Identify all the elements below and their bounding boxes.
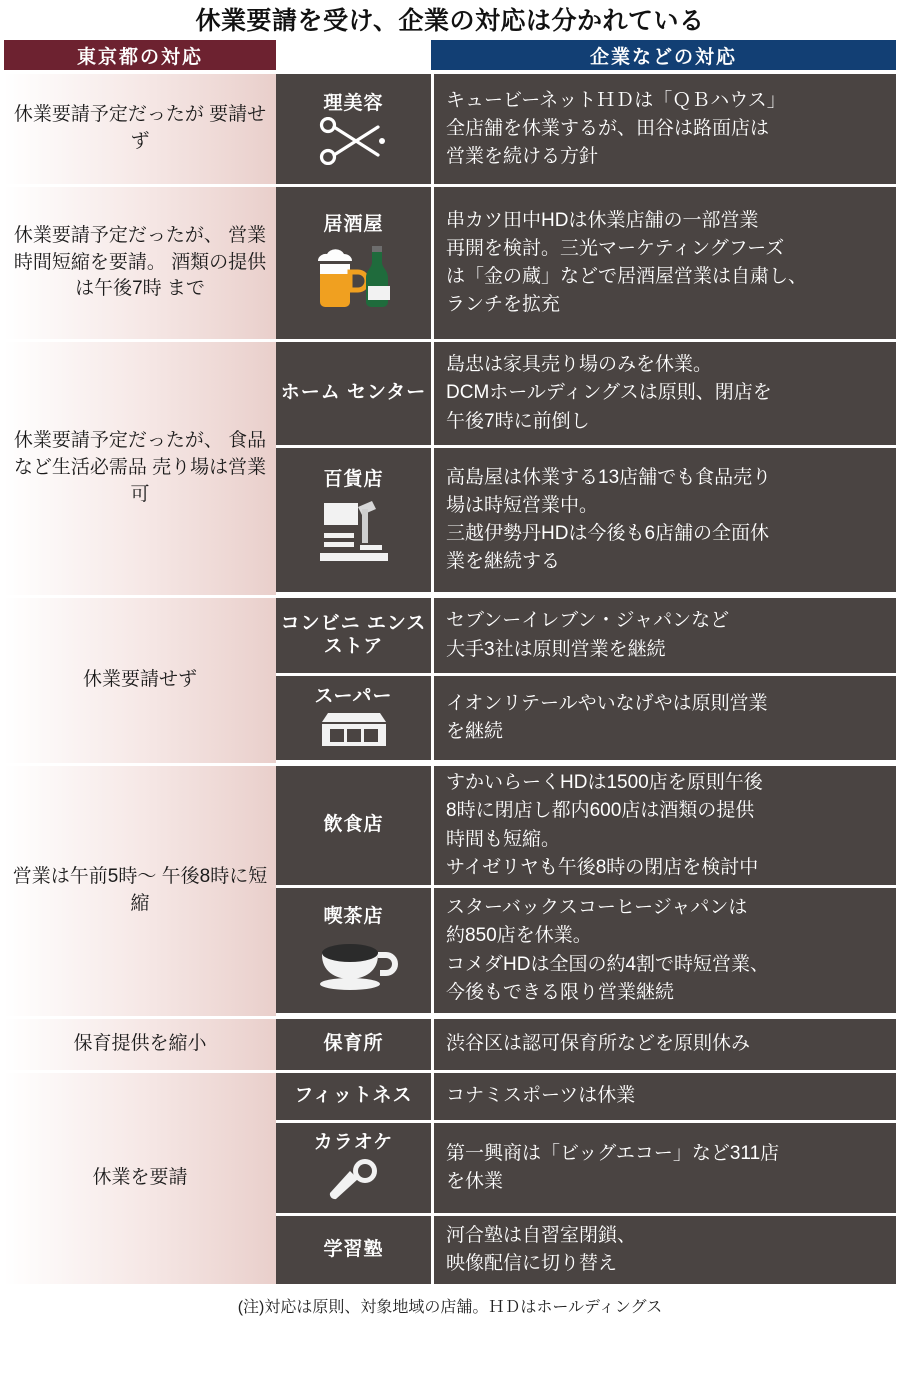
desc-line: キュービーネットＨＤは「ＱＢハウス」 bbox=[446, 89, 786, 111]
tokyo-response-line: 酒類の提供は午後7時 bbox=[75, 251, 267, 300]
tokyo-response-cell bbox=[4, 766, 276, 1016]
company-response-cell bbox=[431, 1123, 896, 1213]
company-response-cell bbox=[431, 598, 896, 673]
company-response-cell bbox=[431, 448, 896, 592]
desc-line: すかいらーくHDは1500店を原則午後 bbox=[446, 772, 763, 794]
desc-line: 串カツ田中HDは休業店舗の一部営業 bbox=[446, 209, 759, 231]
category-label: フィットネス bbox=[294, 1085, 413, 1107]
header-company-response: 企業などの対応 bbox=[431, 40, 896, 70]
tokyo-response-cell bbox=[4, 187, 276, 339]
category-cell bbox=[276, 187, 431, 339]
table-row bbox=[4, 598, 896, 766]
desc-line: 渋谷区は認可保育所などを原則休み bbox=[446, 1033, 751, 1055]
row-items bbox=[276, 598, 896, 763]
category-cell bbox=[276, 1019, 431, 1070]
tokyo-response-line: 要請せず bbox=[130, 104, 267, 152]
header-spacer bbox=[276, 40, 431, 70]
tokyo-response-line: 営業時間短縮を要請。 bbox=[13, 224, 267, 273]
store-icon bbox=[306, 710, 402, 750]
desc-line: 高島屋は休業する13店舗でも食品売り bbox=[446, 466, 772, 488]
desc-line: コメダHDは全国の約4割で時短営業、 bbox=[446, 953, 770, 975]
category-cell bbox=[276, 598, 431, 673]
category-cell bbox=[276, 342, 431, 445]
category-label: 居酒屋 bbox=[323, 213, 384, 235]
company-response-cell bbox=[431, 1019, 896, 1070]
row-items bbox=[276, 1019, 896, 1070]
tokyo-response-line: 休業要請せず bbox=[82, 669, 197, 691]
category-label: カラオケ bbox=[313, 1131, 394, 1153]
desc-line: スターバックスコーヒージャパンは bbox=[446, 897, 748, 919]
desc-line: 再開を検討。三光マーケティングフーズ bbox=[446, 237, 785, 259]
list-item bbox=[276, 1123, 896, 1216]
category-cell bbox=[276, 766, 431, 885]
row-items bbox=[276, 766, 896, 1016]
table-row bbox=[4, 342, 896, 598]
company-response-cell bbox=[431, 766, 896, 885]
tokyo-response-cell bbox=[4, 1019, 276, 1070]
desc-line: 映像配信に切り替え bbox=[446, 1253, 618, 1274]
header-tokyo-response: 東京都の対応 bbox=[4, 40, 276, 70]
table-row bbox=[4, 1019, 896, 1073]
category-label: 飲食店 bbox=[323, 814, 384, 836]
tokyo-response-line: 休業要請予定だったが、 bbox=[13, 224, 223, 246]
list-item bbox=[276, 888, 896, 1013]
footnote: (注)対応は原則、対象地域の店舗。ＨＤはホールディングス bbox=[237, 1299, 663, 1316]
table-header bbox=[0, 40, 900, 70]
list-item bbox=[276, 1216, 896, 1284]
scissors-icon bbox=[316, 117, 392, 165]
desc-line: 三越伊勢丹HDは今後も6店舗の全面休 bbox=[446, 523, 770, 544]
category-cell bbox=[276, 1216, 431, 1284]
category-label: 学習塾 bbox=[323, 1238, 384, 1260]
list-item bbox=[276, 342, 896, 448]
list-item bbox=[276, 598, 896, 676]
desc-line: 約850店を休業。 bbox=[446, 925, 592, 947]
desc-line: 今後もできる限り営業継続 bbox=[446, 981, 675, 1003]
table-row bbox=[4, 74, 896, 187]
category-cell bbox=[276, 448, 431, 592]
desc-line: 全店舗を休業するが、田谷は路面店は bbox=[446, 117, 770, 139]
desc-line: 8時に閉店し都内600店は酒類の提供 bbox=[446, 800, 755, 822]
desc-line: を継続 bbox=[446, 721, 504, 742]
tokyo-response-cell bbox=[4, 74, 276, 184]
table-row bbox=[4, 1073, 896, 1284]
list-item bbox=[276, 74, 896, 184]
desc-line: 場は時短営業中。 bbox=[446, 494, 599, 516]
desc-line: 業を継続する bbox=[446, 551, 561, 573]
list-item bbox=[276, 766, 896, 888]
company-response-cell bbox=[431, 1073, 896, 1120]
category-label-line: エンスストア bbox=[323, 612, 427, 657]
desc-line: を休業 bbox=[446, 1171, 504, 1192]
desc-line: DCMホールディングスは原則、閉店を bbox=[446, 382, 772, 404]
desc-line: イオンリテールやいなげやは原則営業 bbox=[446, 692, 768, 714]
category-label: 理美容 bbox=[323, 92, 384, 114]
coffee-cup-icon bbox=[302, 931, 406, 995]
desc-line: 大手3社は原則営業を継続 bbox=[446, 638, 666, 660]
company-response-cell bbox=[431, 676, 896, 760]
table-row bbox=[4, 187, 896, 342]
category-label bbox=[281, 382, 427, 405]
table-row bbox=[4, 766, 896, 1019]
category-label bbox=[280, 613, 427, 659]
list-item bbox=[276, 1073, 896, 1123]
desc-line: 島忠は家具売り場のみを休業。 bbox=[446, 354, 713, 376]
category-label-line: センター bbox=[347, 382, 427, 404]
row-items bbox=[276, 342, 896, 595]
category-cell bbox=[276, 676, 431, 760]
category-cell bbox=[276, 1073, 431, 1120]
list-item bbox=[276, 1019, 896, 1070]
tokyo-response-line: 休業を要請 bbox=[92, 1167, 188, 1189]
tokyo-response-line: 午後8時に短縮 bbox=[130, 866, 268, 914]
tokyo-response-line: 食品など生活必需品 bbox=[13, 430, 267, 479]
row-items bbox=[276, 1073, 896, 1284]
list-item bbox=[276, 448, 896, 592]
category-label: 百貨店 bbox=[323, 468, 384, 490]
category-cell bbox=[276, 1123, 431, 1213]
desc-line: 時間も短縮。 bbox=[446, 828, 561, 850]
company-response-cell bbox=[431, 1216, 896, 1284]
desc-line: 午後7時に前倒し bbox=[446, 410, 590, 432]
company-response-cell bbox=[431, 888, 896, 1013]
response-table bbox=[4, 74, 896, 1284]
tokyo-response-line: 営業は午前5時〜 bbox=[12, 866, 157, 888]
company-response-cell bbox=[431, 342, 896, 445]
company-response-cell bbox=[431, 187, 896, 339]
desc-line: は「金の蔵」などで居酒屋営業は自粛し、 bbox=[446, 266, 808, 287]
category-label: スーパー bbox=[314, 685, 393, 707]
desc-line: コナミスポーツは休業 bbox=[446, 1085, 636, 1107]
desc-line: 営業を続ける方針 bbox=[446, 146, 599, 168]
desc-line: サイゼリヤも午後8時の閉店を検討中 bbox=[446, 856, 759, 878]
tokyo-response-line: 休業要請予定だったが、 bbox=[13, 430, 223, 452]
row-items bbox=[276, 187, 896, 339]
tokyo-response-line: 売り場は営業可 bbox=[130, 457, 267, 505]
row-items bbox=[276, 74, 896, 184]
tokyo-response-cell bbox=[4, 342, 276, 595]
tokyo-response-line: 休業要請予定だったが bbox=[13, 104, 204, 126]
tokyo-response-line: 保育提供を縮小 bbox=[73, 1033, 207, 1055]
microphone-icon bbox=[318, 1156, 390, 1204]
tokyo-response-cell bbox=[4, 1073, 276, 1284]
tokyo-response-line: まで bbox=[166, 278, 205, 300]
department-store-icon bbox=[302, 493, 406, 571]
category-label-line: ホーム bbox=[280, 382, 341, 404]
desc-line: 第一興商は「ビッグエコー」など311店 bbox=[446, 1142, 780, 1164]
company-response-cell bbox=[431, 74, 896, 184]
list-item bbox=[276, 187, 896, 339]
desc-line: 河合塾は自習室閉鎖、 bbox=[446, 1224, 637, 1246]
beer-bottle-icon bbox=[306, 238, 402, 312]
category-label: 喫茶店 bbox=[323, 906, 384, 928]
category-label-line: コンビニ bbox=[280, 612, 361, 634]
tokyo-response-cell bbox=[4, 598, 276, 763]
category-cell bbox=[276, 888, 431, 1013]
desc-line: ランチを拡充 bbox=[446, 294, 561, 316]
desc-line: セブンーイレブン・ジャパンなど bbox=[446, 610, 730, 632]
category-cell bbox=[276, 74, 431, 184]
category-label: 保育所 bbox=[323, 1033, 384, 1055]
list-item bbox=[276, 676, 896, 760]
page-title: 休業要請を受け、企業の対応は分かれている bbox=[195, 7, 705, 35]
